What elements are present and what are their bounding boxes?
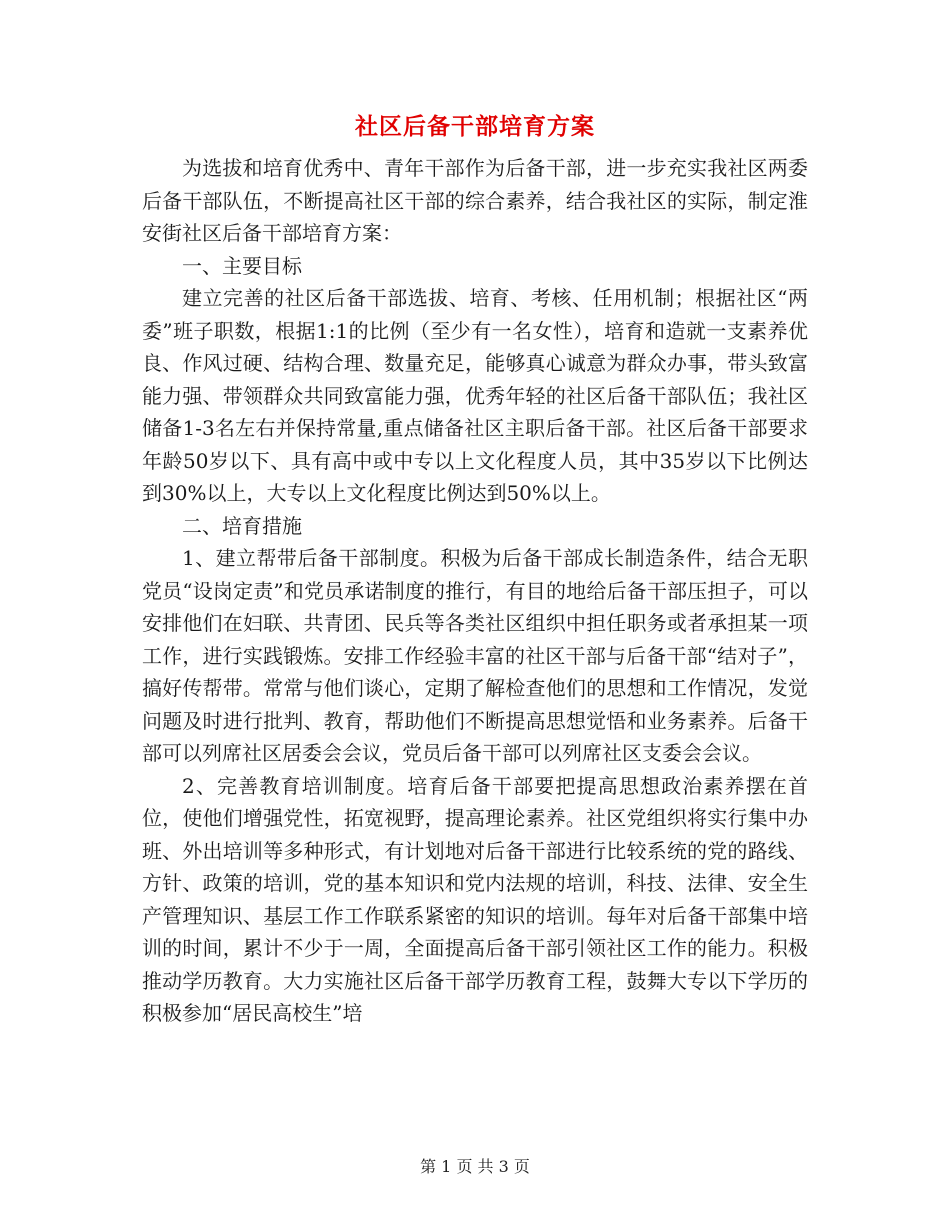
goals-paragraph: 建立完善的社区后备干部选拔、培育、考核、任用机制；根据社区“两委”班子职数，根据1:1的比例（至少有一名女性），培育和造就一支素养优良、作风过硬、结构合理、数量充足，能够真心诚意为群众办事，带头致富能力强、带领群众共同致富能力强，优秀年轻的社区后备干部队伍；我社区储备1-3名左右并保持常量,重点储备社区主职后备干部。社区后备干部要求年龄50岁以下、具有高中或中专以上文化程度人员，其中35岁以下比例达到30%以上，大专以上文化程度比例达到50%以上。 <box>142 286 808 505</box>
section-heading-goals: 一、主要目标 <box>182 253 302 278</box>
intro-paragraph: 为选拔和培育优秀中、青年干部作为后备干部，进一步充实我社区两委后备干部队伍，不断提高社区干部的综合素养，结合我社区的实际，制定淮安街社区后备干部培育方案： <box>142 156 808 245</box>
measure-paragraph-1: 1、建立帮带后备干部制度。积极为后备干部成长制造条件，结合无职党员“设岗定责”和党员承诺制度的推行，有目的地给后备干部压担子，可以安排他们在妇联、共青团、民兵等各类社区组织中担任职务或者承担某一项工作，进行实践锻炼。安排工作经验丰富的社区干部与后备干部“结对子”，搞好传帮带。常常与他们谈心，定期了解检查他们的思想和工作情况，发觉问题及时进行批判、教育，帮助他们不断提高思想觉悟和业务素养。后备干部可以列席社区居委会会议，党员后备干部可以列席社区支委会会议。 <box>142 546 808 765</box>
measure-paragraph-2: 2、完善教育培训制度。培育后备干部要把提高思想政治素养摆在首位，使他们增强党性，拓宽视野，提高理论素养。社区党组织将实行集中办班、外出培训等多种形式，有计划地对后备干部进行比较系统的党的路线、方针、政策的培训，党的基本知识和党内法规的培训，科技、法律、安全生产管理知识、基层工作工作联系紧密的知识的培训。每年对后备干部集中培训的时间，累计不少于一周，全面提高后备干部引领社区工作的能力。积极推动学历教育。大力实施社区后备干部学历教育工程，鼓舞大专以下学历的积极参加“居民高校生”培 <box>142 773 808 1025</box>
page-number: 第 1 页 共 3 页 <box>420 1157 530 1176</box>
document-body <box>142 152 808 1030</box>
document-title: 社区后备干部培育方案 <box>355 113 595 140</box>
section-heading-measures: 二、培育措施 <box>182 513 302 538</box>
